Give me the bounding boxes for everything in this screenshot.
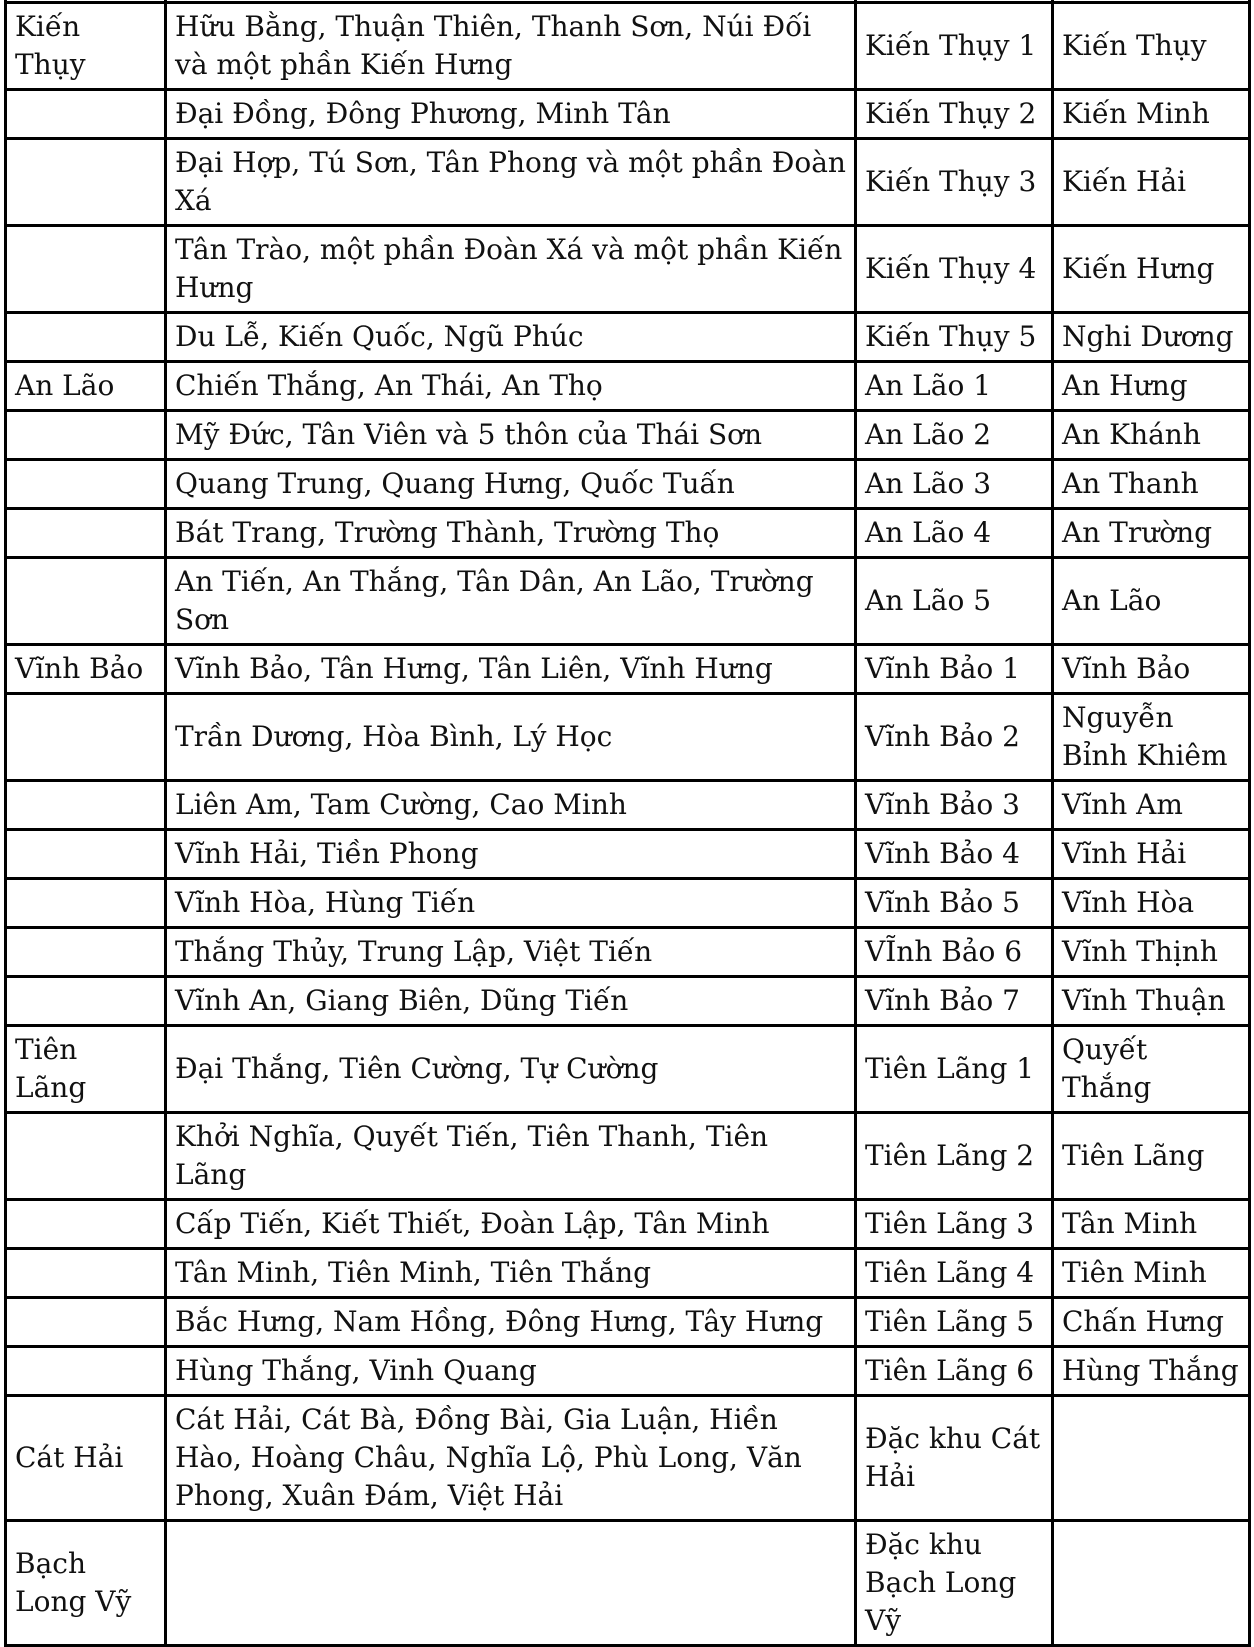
table-row — [6, 1347, 1250, 1396]
new-name-cell: Vĩnh Hòa — [1053, 879, 1250, 928]
district-cell — [6, 781, 166, 830]
new-name-cell: Vĩnh Bảo — [1053, 645, 1250, 694]
communes-cell: Trần Dương, Hòa Bình, Lý Học — [166, 694, 856, 781]
table-row — [6, 1521, 1250, 1646]
district-cell — [6, 460, 166, 509]
communes-cell: Vĩnh An, Giang Biên, Dũng Tiến — [166, 977, 856, 1026]
new-name-cell: Tân Minh — [1053, 1200, 1250, 1249]
communes-cell: Thắng Thủy, Trung Lập, Việt Tiến — [166, 928, 856, 977]
unit-cell: Đặc khu Cát Hải — [856, 1396, 1053, 1521]
district-cell: Vĩnh Bảo — [6, 645, 166, 694]
communes-cell: Tân Minh, Tiên Minh, Tiên Thắng — [166, 1249, 856, 1298]
new-name-cell: Chấn Hưng — [1053, 1298, 1250, 1347]
table-row — [6, 90, 1250, 139]
communes-cell: Vĩnh Hòa, Hùng Tiến — [166, 879, 856, 928]
new-name-cell: Nghi Dương — [1053, 313, 1250, 362]
district-cell — [6, 313, 166, 362]
unit-cell: Kiến Thụy 3 — [856, 139, 1053, 226]
communes-cell: Mỹ Đức, Tân Viên và 5 thôn của Thái Sơn — [166, 411, 856, 460]
communes-cell: Vĩnh Bảo, Tân Hưng, Tân Liên, Vĩnh Hưng — [166, 645, 856, 694]
new-name-cell: Tiên Minh — [1053, 1249, 1250, 1298]
new-name-cell: An Lão — [1053, 558, 1250, 645]
district-cell: Bạch Long Vỹ — [6, 1521, 166, 1646]
district-cell — [6, 1347, 166, 1396]
unit-cell: An Lão 5 — [856, 558, 1053, 645]
district-cell: Tiên Lãng — [6, 1026, 166, 1113]
new-name-cell: An Hưng — [1053, 362, 1250, 411]
communes-cell: Tân Trào, một phần Đoàn Xá và một phần Kiến Hưng — [166, 226, 856, 313]
district-cell — [6, 139, 166, 226]
table-row — [6, 879, 1250, 928]
table-row — [6, 928, 1250, 977]
new-name-cell: Quyết Thắng — [1053, 1026, 1250, 1113]
communes-cell — [166, 1521, 856, 1646]
table-row — [6, 694, 1250, 781]
district-cell — [6, 509, 166, 558]
new-name-cell: Kiến Hải — [1053, 139, 1250, 226]
unit-cell: Kiến Thụy 5 — [856, 313, 1053, 362]
communes-cell: Chiến Thắng, An Thái, An Thọ — [166, 362, 856, 411]
table-row — [6, 313, 1250, 362]
new-name-cell: An Thanh — [1053, 460, 1250, 509]
table-row — [6, 1026, 1250, 1113]
table-body — [6, 0, 1250, 1646]
communes-cell: Cát Hải, Cát Bà, Đồng Bài, Gia Luận, Hiền Hào, Hoàng Châu, Nghĩa Lộ, Phù Long, Văn Phong, Xuân Đám, Việt Hải — [166, 1396, 856, 1521]
district-cell: Kiến Thụy — [6, 3, 166, 90]
communes-cell: An Tiến, An Thắng, Tân Dân, An Lão, Trường Sơn — [166, 558, 856, 645]
table-row — [6, 1249, 1250, 1298]
district-cell — [6, 411, 166, 460]
unit-cell: Tiên Lãng 2 — [856, 1113, 1053, 1200]
new-name-cell — [1053, 1521, 1250, 1646]
communes-cell: Bắc Hưng, Nam Hồng, Đông Hưng, Tây Hưng — [166, 1298, 856, 1347]
unit-cell: Vĩnh Bảo 1 — [856, 645, 1053, 694]
communes-cell: Đại Thắng, Tiên Cường, Tự Cường — [166, 1026, 856, 1113]
district-cell — [6, 1298, 166, 1347]
unit-cell: Kiến Thụy 1 — [856, 3, 1053, 90]
communes-cell: Đại Hợp, Tú Sơn, Tân Phong và một phần Đoàn Xá — [166, 139, 856, 226]
communes-cell: Hùng Thắng, Vinh Quang — [166, 1347, 856, 1396]
table-row — [6, 1298, 1250, 1347]
new-name-cell: Kiến Minh — [1053, 90, 1250, 139]
table-row — [6, 460, 1250, 509]
district-cell — [6, 977, 166, 1026]
unit-cell: Vĩnh Bảo 3 — [856, 781, 1053, 830]
unit-cell: An Lão 2 — [856, 411, 1053, 460]
district-cell — [6, 90, 166, 139]
communes-cell: Khởi Nghĩa, Quyết Tiến, Tiên Thanh, Tiên Lãng — [166, 1113, 856, 1200]
district-cell: An Lão — [6, 362, 166, 411]
district-cell — [6, 694, 166, 781]
unit-cell: Vĩnh Bảo 7 — [856, 977, 1053, 1026]
table-row — [6, 977, 1250, 1026]
table-row — [6, 509, 1250, 558]
communes-cell: Bát Trang, Trường Thành, Trường Thọ — [166, 509, 856, 558]
communes-cell: Vĩnh Hải, Tiền Phong — [166, 830, 856, 879]
new-name-cell: Vĩnh Hải — [1053, 830, 1250, 879]
unit-cell: Vĩnh Bảo 2 — [856, 694, 1053, 781]
district-cell — [6, 879, 166, 928]
table-row — [6, 1396, 1250, 1521]
communes-cell: Đại Đồng, Đông Phương, Minh Tân — [166, 90, 856, 139]
unit-cell: Tiên Lãng 6 — [856, 1347, 1053, 1396]
new-name-cell: Vĩnh Thuận — [1053, 977, 1250, 1026]
table-row — [6, 362, 1250, 411]
table-row — [6, 411, 1250, 460]
commune-merger-table — [4, 0, 1251, 1647]
table-row — [6, 558, 1250, 645]
new-name-cell: An Trường — [1053, 509, 1250, 558]
new-name-cell: An Khánh — [1053, 411, 1250, 460]
document-page — [4, 0, 1248, 1647]
unit-cell: An Lão 1 — [856, 362, 1053, 411]
table-row — [6, 226, 1250, 313]
table-row — [6, 3, 1250, 90]
unit-cell: An Lão 4 — [856, 509, 1053, 558]
new-name-cell: Kiến Hưng — [1053, 226, 1250, 313]
unit-cell: Tiên Lãng 3 — [856, 1200, 1053, 1249]
communes-cell: Cấp Tiến, Kiết Thiết, Đoàn Lập, Tân Minh — [166, 1200, 856, 1249]
table-row — [6, 830, 1250, 879]
table-row — [6, 139, 1250, 226]
district-cell — [6, 1113, 166, 1200]
district-cell — [6, 558, 166, 645]
district-cell — [6, 1249, 166, 1298]
unit-cell: Đặc khu Bạch Long Vỹ — [856, 1521, 1053, 1646]
table-row — [6, 645, 1250, 694]
district-cell: Cát Hải — [6, 1396, 166, 1521]
table-row — [6, 1200, 1250, 1249]
district-cell — [6, 226, 166, 313]
unit-cell: Tiên Lãng 4 — [856, 1249, 1053, 1298]
communes-cell: Quang Trung, Quang Hưng, Quốc Tuấn — [166, 460, 856, 509]
table-row — [6, 1113, 1250, 1200]
unit-cell: Vĩnh Bảo 5 — [856, 879, 1053, 928]
district-cell — [6, 830, 166, 879]
district-cell — [6, 928, 166, 977]
unit-cell: Tiên Lãng 1 — [856, 1026, 1053, 1113]
unit-cell: Tiên Lãng 5 — [856, 1298, 1053, 1347]
table-row — [6, 781, 1250, 830]
district-cell — [6, 1200, 166, 1249]
unit-cell: Vĩnh Bảo 4 — [856, 830, 1053, 879]
new-name-cell: Vĩnh Thịnh — [1053, 928, 1250, 977]
communes-cell: Liên Am, Tam Cường, Cao Minh — [166, 781, 856, 830]
unit-cell: Kiến Thụy 2 — [856, 90, 1053, 139]
unit-cell: An Lão 3 — [856, 460, 1053, 509]
new-name-cell: Tiên Lãng — [1053, 1113, 1250, 1200]
unit-cell: Kiến Thụy 4 — [856, 226, 1053, 313]
unit-cell: VĨnh Bảo 6 — [856, 928, 1053, 977]
new-name-cell: Vĩnh Am — [1053, 781, 1250, 830]
communes-cell: Hữu Bằng, Thuận Thiên, Thanh Sơn, Núi Đối và một phần Kiến Hưng — [166, 3, 856, 90]
new-name-cell: Kiến Thụy — [1053, 3, 1250, 90]
new-name-cell: Hùng Thắng — [1053, 1347, 1250, 1396]
new-name-cell — [1053, 1396, 1250, 1521]
communes-cell: Du Lễ, Kiến Quốc, Ngũ Phúc — [166, 313, 856, 362]
new-name-cell: Nguyễn Bỉnh Khiêm — [1053, 694, 1250, 781]
